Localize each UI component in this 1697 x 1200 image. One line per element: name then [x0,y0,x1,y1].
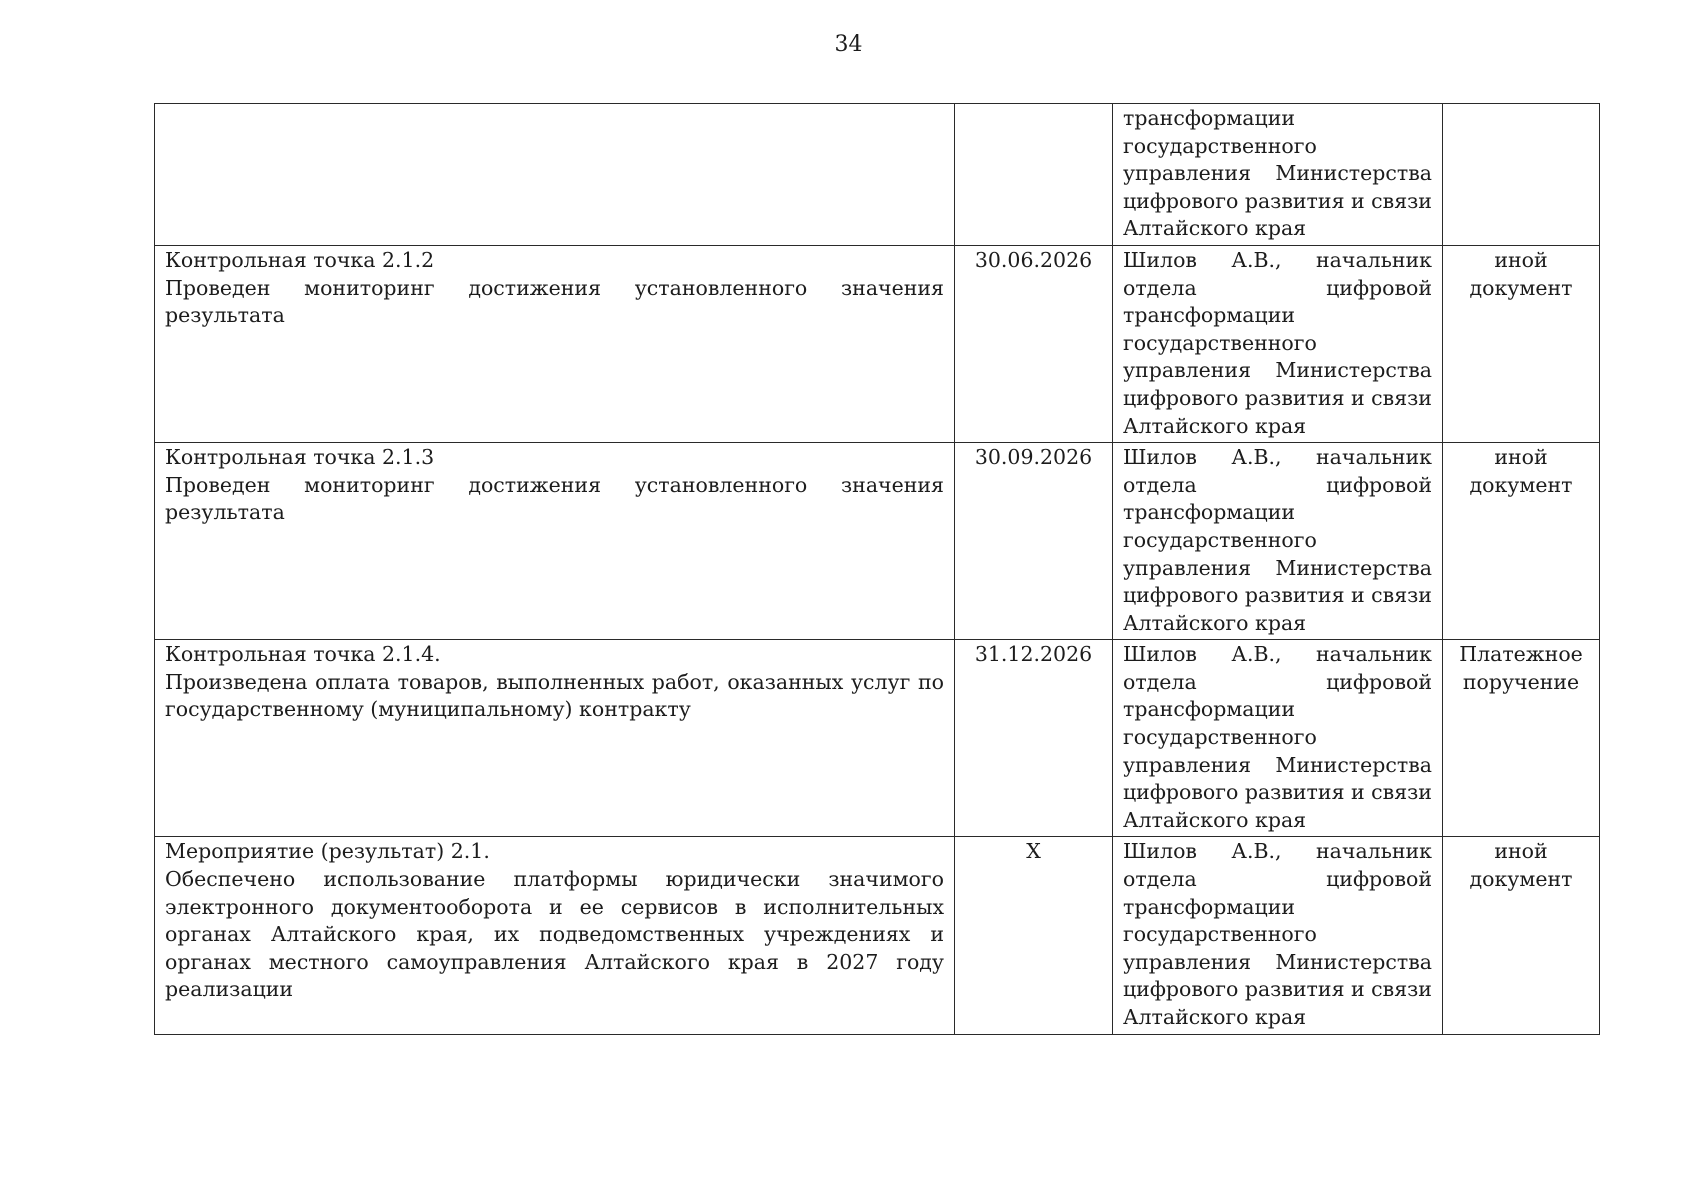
document-type-cell: Платежное поручение [1443,640,1600,837]
responsible-word: развития [1244,780,1345,805]
responsible-word: А.В., [1231,247,1282,272]
table-row [155,245,1600,442]
name-cell [155,837,955,1035]
name-title: Контрольная точка 2.1.2 [165,247,435,272]
responsible-line [1123,976,1432,1004]
responsible-cell [1113,245,1443,442]
table-body [155,104,1600,1035]
name-cell [155,245,955,442]
name-description: Обеспечено использование платформы юридически значимого электронного документооборота и ее сервисов в исполнительных органах Алтайского края, их подведомственных учреждениях и органах местного самоуправления Алтайского края в 2027 году реализации [165,867,944,1002]
responsible-word: и [1351,780,1365,805]
responsible-word: Алтайского края [1123,807,1307,832]
responsible-cell [1113,837,1443,1035]
name-description: Произведена оплата товаров, выполненных работ, оказанных услуг по государственному (муниципальному) контракту [165,669,944,722]
table-row [155,443,1600,640]
responsible-line [1123,1004,1432,1032]
responsible-word: Шилов [1123,247,1197,272]
responsible-word: цифрового [1123,583,1239,608]
responsible-cell [1113,443,1443,640]
responsible-word: управления [1123,949,1252,974]
responsible-word: Министерства [1275,949,1432,974]
name-title: Контрольная точка 2.1.4. [165,642,441,667]
responsible-word: цифровой [1326,275,1432,300]
responsible-word: Министерства [1275,555,1432,580]
name-title: Контрольная точка 2.1.3 [165,445,435,470]
table-row [155,837,1600,1035]
page-number: 34 [834,32,863,57]
responsible-word: Шилов [1123,642,1197,667]
table-row [155,104,1600,246]
responsible-line [1123,472,1432,500]
responsible-word: цифрового [1123,385,1239,410]
date-cell: Х [955,837,1113,1035]
responsible-word: государственного [1123,527,1317,552]
responsible-word: цифрового [1123,188,1239,213]
name-cell [155,443,955,640]
responsible-word: и [1351,188,1365,213]
responsible-word: А.В., [1231,445,1282,470]
responsible-word: связи [1371,188,1432,213]
responsible-word: отдела [1123,275,1197,300]
responsible-word: управления [1123,161,1252,186]
responsible-word: трансформации [1123,894,1296,919]
responsible-line [1123,302,1432,330]
responsible-word: развития [1244,188,1345,213]
name-cell [155,104,955,246]
responsible-word: цифрового [1123,977,1239,1002]
responsible-line [1123,779,1432,807]
responsible-word: цифровой [1326,867,1432,892]
responsible-cell [1113,640,1443,837]
responsible-word: начальник [1316,247,1432,272]
responsible-line [1123,444,1432,472]
date-cell: 31.12.2026 [955,640,1113,837]
responsible-line [1123,499,1432,527]
responsible-word: развития [1244,385,1345,410]
responsible-word: отдела [1123,669,1197,694]
responsible-word: и [1351,977,1365,1002]
responsible-line [1123,582,1432,610]
responsible-word: отдела [1123,472,1197,497]
responsible-line [1123,949,1432,977]
control-points-table [154,103,1600,1035]
responsible-word: связи [1371,780,1432,805]
responsible-line [1123,330,1432,358]
responsible-line [1123,866,1432,894]
responsible-word: цифровой [1326,669,1432,694]
document-type-cell: иной документ [1443,837,1600,1035]
responsible-word: государственного [1123,330,1317,355]
responsible-line [1123,696,1432,724]
responsible-line [1123,160,1432,188]
responsible-word: Министерства [1275,358,1432,383]
name-cell [155,640,955,837]
responsible-line [1123,215,1432,243]
responsible-word: начальник [1316,839,1432,864]
responsible-word: развития [1244,977,1345,1002]
responsible-line [1123,838,1432,866]
responsible-line [1123,894,1432,922]
responsible-word: цифровой [1326,472,1432,497]
responsible-word: трансформации [1123,697,1296,722]
responsible-line [1123,357,1432,385]
responsible-line [1123,555,1432,583]
document-type-cell: иной документ [1443,245,1600,442]
responsible-word: Алтайского края [1123,1005,1307,1029]
name-description: Проведен мониторинг достижения установленного значения результата [165,472,944,525]
responsible-word: и [1351,385,1365,410]
responsible-word: Министерства [1275,752,1432,777]
responsible-line [1123,413,1432,441]
responsible-word: развития [1244,583,1345,608]
responsible-word: государственного [1123,922,1317,947]
responsible-word: Шилов [1123,445,1197,470]
responsible-line [1123,275,1432,303]
document-type-cell [1443,104,1600,246]
responsible-word: связи [1371,977,1432,1002]
responsible-cell [1113,104,1443,246]
responsible-word: цифрового [1123,780,1239,805]
responsible-line [1123,385,1432,413]
responsible-line [1123,188,1432,216]
responsible-word: связи [1371,385,1432,410]
responsible-line [1123,641,1432,669]
responsible-word: начальник [1316,445,1432,470]
responsible-word: Алтайского края [1123,413,1307,438]
responsible-line [1123,247,1432,275]
responsible-word: трансформации [1123,106,1296,130]
responsible-line [1123,807,1432,835]
responsible-word: управления [1123,752,1252,777]
responsible-word: трансформации [1123,500,1296,525]
table-row [155,640,1600,837]
date-cell: 30.06.2026 [955,245,1113,442]
responsible-word: Министерства [1275,161,1432,186]
name-description: Проведен мониторинг достижения установленного значения результата [165,275,944,328]
responsible-word: А.В., [1231,642,1282,667]
responsible-word: управления [1123,555,1252,580]
date-cell: 30.09.2026 [955,443,1113,640]
responsible-line [1123,105,1432,133]
name-title: Мероприятие (результат) 2.1. [165,839,490,864]
responsible-word: А.В., [1231,839,1282,864]
responsible-word: Алтайского края [1123,216,1307,241]
responsible-word: государственного [1123,725,1317,750]
responsible-word: и [1351,583,1365,608]
responsible-line [1123,921,1432,949]
responsible-line [1123,752,1432,780]
date-cell [955,104,1113,246]
responsible-word: начальник [1316,642,1432,667]
responsible-line [1123,133,1432,161]
responsible-word: связи [1371,583,1432,608]
responsible-line [1123,610,1432,638]
responsible-word: отдела [1123,867,1197,892]
responsible-word: трансформации [1123,303,1296,328]
responsible-word: Алтайского края [1123,610,1307,635]
responsible-line [1123,669,1432,697]
responsible-word: Шилов [1123,839,1197,864]
responsible-word: государственного [1123,133,1317,158]
document-type-cell: иной документ [1443,443,1600,640]
responsible-word: управления [1123,358,1252,383]
responsible-line [1123,527,1432,555]
responsible-line [1123,724,1432,752]
